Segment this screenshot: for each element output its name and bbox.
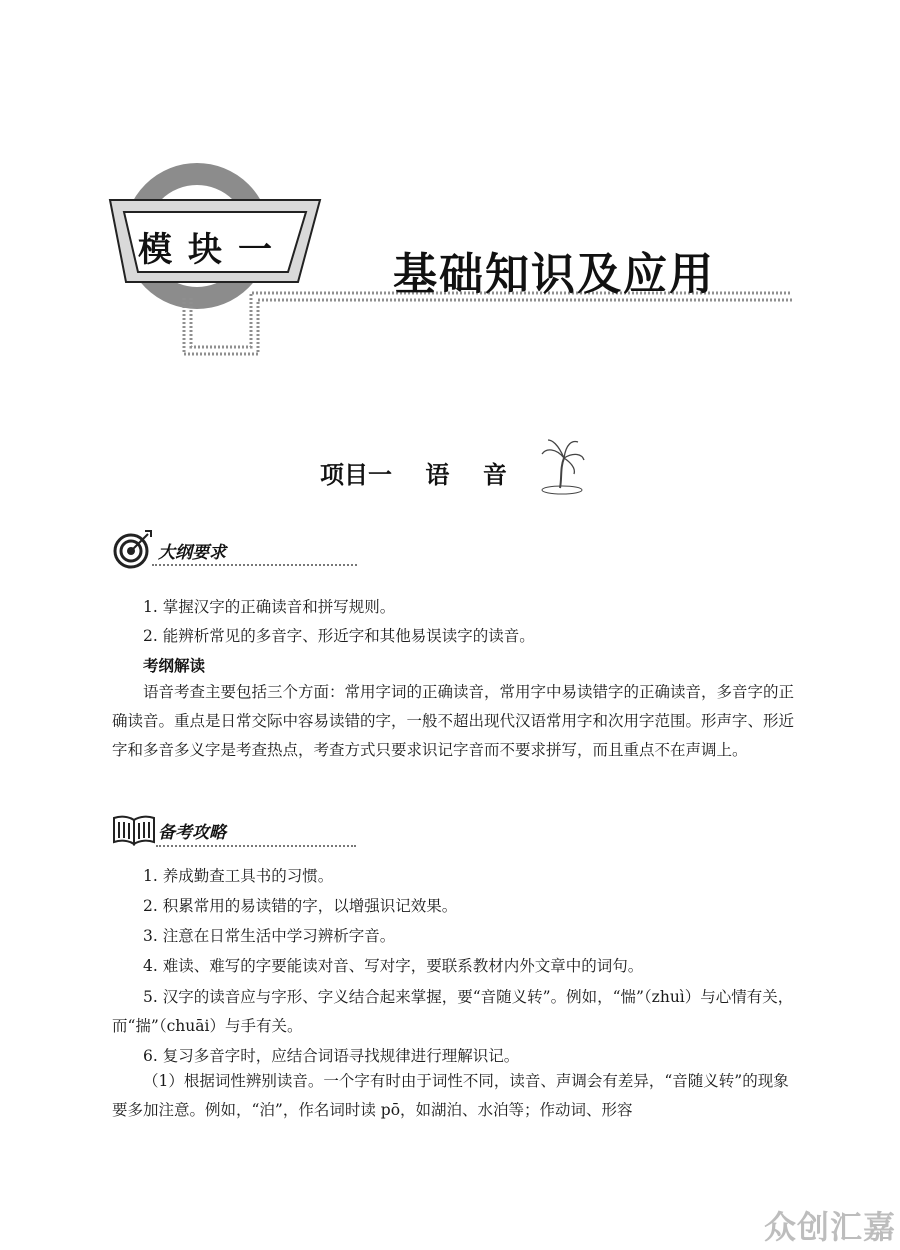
strategy-item-5: 5. 汉字的读音应与字形、字义结合起来掌握，要“音随义转”。例如，“惴”（zhuì）与心情有关，而“揣”（chuāi）与手有关。 <box>112 988 794 1035</box>
strategy-item-1: 1. 养成勤查工具书的习惯。 <box>143 867 334 885</box>
syllabus-heading-underline <box>152 564 357 566</box>
strategy-item-3: 3. 注意在日常生活中学习辨析字音。 <box>143 927 396 945</box>
strategy-heading: 备考攻略 <box>158 823 226 843</box>
book-icon <box>112 812 156 848</box>
strategy-heading-underline <box>156 845 356 847</box>
target-icon <box>112 528 154 570</box>
strategy-section-header <box>112 810 362 850</box>
strategy-item-4: 4. 难读、难写的字要能读对音、写对字，要联系教材内外文章中的词句。 <box>143 957 644 975</box>
syllabus-heading: 大纲要求 <box>158 543 226 563</box>
watermark: 众创汇嘉 <box>763 1208 896 1246</box>
interpretation-heading: 考纲解读 <box>143 657 206 675</box>
module-label: 模块一 <box>138 230 288 270</box>
interpretation-text: 语音考查主要包括三个方面：常用字词的正确读音，常用字中易读错字的正确读音，多音字的正确读音。重点是日常交际中容易读错的字，一般不超出现代汉语常用字和次用字范围。形声字、形近字和多音多义字是考查热点，考查方式只要求识记字音而不要求拼写，而且重点不在声调上。 <box>112 683 795 759</box>
banner-dotted-frame <box>184 293 792 354</box>
palm-tree-icon <box>538 434 586 496</box>
syllabus-item-2: 2. 能辨析常见的多音字、形近字和其他易误读字的读音。 <box>143 627 535 645</box>
strategy-item-2: 2. 积累常用的易读错的字，以增强识记效果。 <box>143 897 458 915</box>
chapter-banner <box>0 0 900 380</box>
project-title: 项目一 语 音 <box>320 461 507 489</box>
syllabus-section-header <box>112 528 362 568</box>
page-title: 基础知识及应用 <box>393 249 715 300</box>
strategy-item-7: （1）根据词性辨别读音。一个字有时由于词性不同，读音、声调会有差异，“音随义转”的现象要多加注意。例如，“泊”，作名词时读 pō，如湖泊、水泊等；作动词、形容 <box>112 1072 789 1119</box>
strategy-item-6: 6. 复习多音字时，应结合词语寻找规律进行理解识记。 <box>143 1047 520 1065</box>
syllabus-item-1: 1. 掌握汉字的正确读音和拼写规则。 <box>143 598 396 616</box>
